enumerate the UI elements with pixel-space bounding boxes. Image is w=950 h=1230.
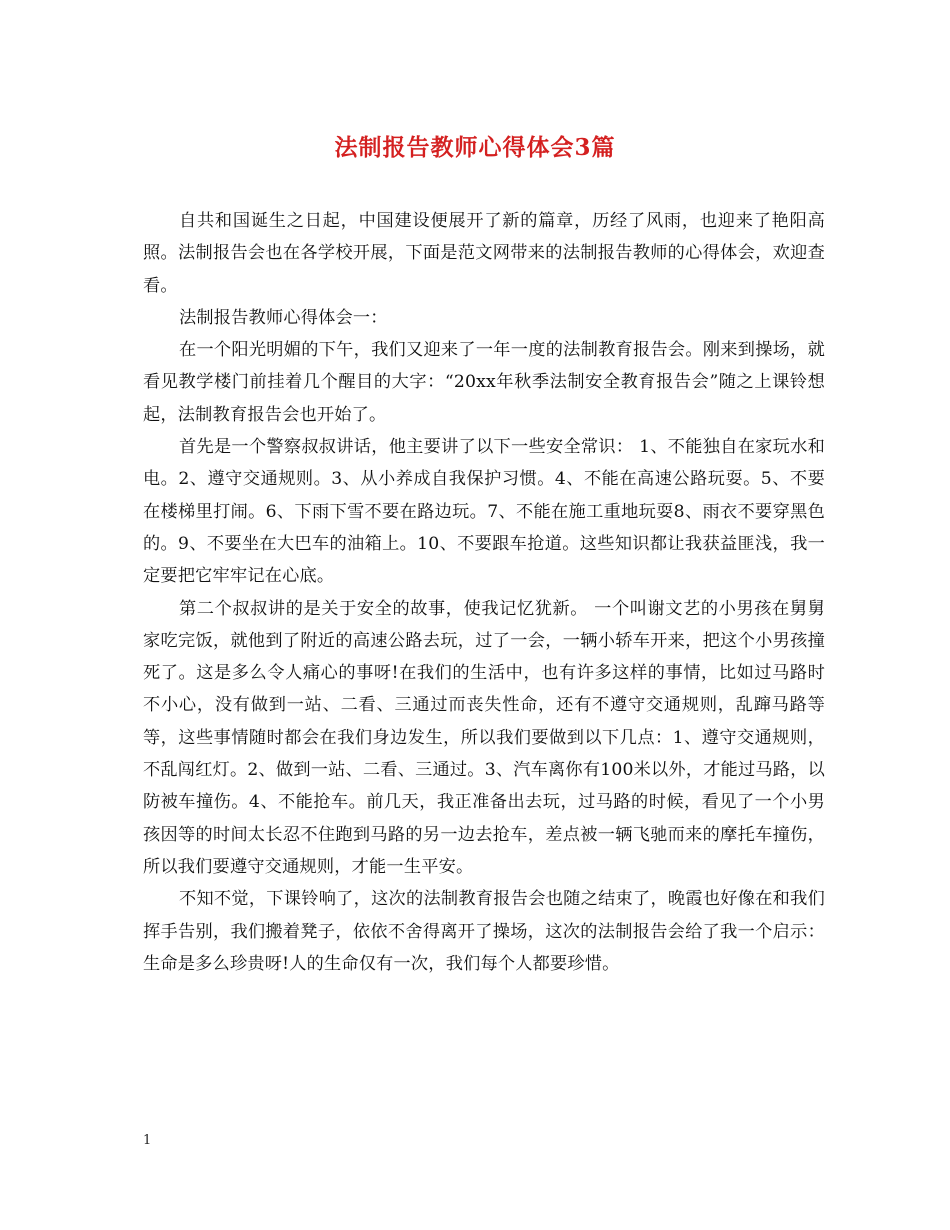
body-paragraph: 在一个阳光明媚的下午，我们又迎来了一年一度的法制教育报告会。刚来到操场，就看见教学楼门前挂着几个醒目的大字：“20xx年秋季法制安全教育报告会”随之上课铃想起，法制教育报告会也开始了。 [143,340,825,425]
page-number: 1 [143,1133,152,1148]
body-paragraph: 第二个叔叔讲的是关于安全的故事，使我记忆犹新。 一个叫谢文艺的小男孩在舅舅家吃完饭，就他到了附近的高速公路去玩，过了一会，一辆小轿车开来，把这个小男孩撞死了。这是多么令人痛心的事呀!在我们的生活中，也有许多这样的事情，比如过马路时不小心，没有做到一站、二看、三通过而丧失性命，还有不遵守交通规则，乱蹿马路等等，这些事情随时都会在我们身边发生，所以我们要做到以下几点：1、遵守交通规则，不乱闯红灯。2、做到一站、二看、三通过。3、汽车离你有100米以外，才能过马路，以防被车撞伤。4、不能抢车。前几天，我正准备出去玩，过马路的时候，看见了一个小男孩因等的时间太长忍不住跑到马路的另一边去抢车，差点被一辆飞驰而来的摩托车撞伤，所以我们要遵守交通规则，才能一生平安。 [143,598,825,877]
document-body [143,205,825,980]
body-paragraph: 不知不觉，下课铃响了，这次的法制教育报告会也随之结束了，晚霞也好像在和我们挥手告别，我们搬着凳子，依依不舍得离开了操场，这次的法制报告会给了我一个启示：生命是多么珍贵呀!人的生命仅有一次，我们每个人都要珍惜。 [143,889,825,974]
document-title: 法制报告教师心得体会3篇 [334,134,616,161]
section-heading: 法制报告教师心得体会一： [179,307,388,328]
intro-paragraph: 自共和国诞生之日起，中国建设便展开了新的篇章，历经了风雨，也迎来了艳阳高照。法制报告会也在各学校开展，下面是范文网带来的法制报告教师的心得体会，欢迎查看。 [143,211,825,296]
body-paragraph: 首先是一个警察叔叔讲话，他主要讲了以下一些安全常识： 1、不能独自在家玩水和电。2、遵守交通规则。3、从小养成自我保护习惯。4、不能在高速公路玩耍。5、不要在楼梯里打闹。6、下雨下雪不要在路边玩。7、不能在施工重地玩耍8、雨衣不要穿黑色的。9、不要坐在大巴车的油箱上。10、不要跟车抢道。这些知识都让我获益匪浅，我一定要把它牢牢记在心底。 [143,437,825,587]
